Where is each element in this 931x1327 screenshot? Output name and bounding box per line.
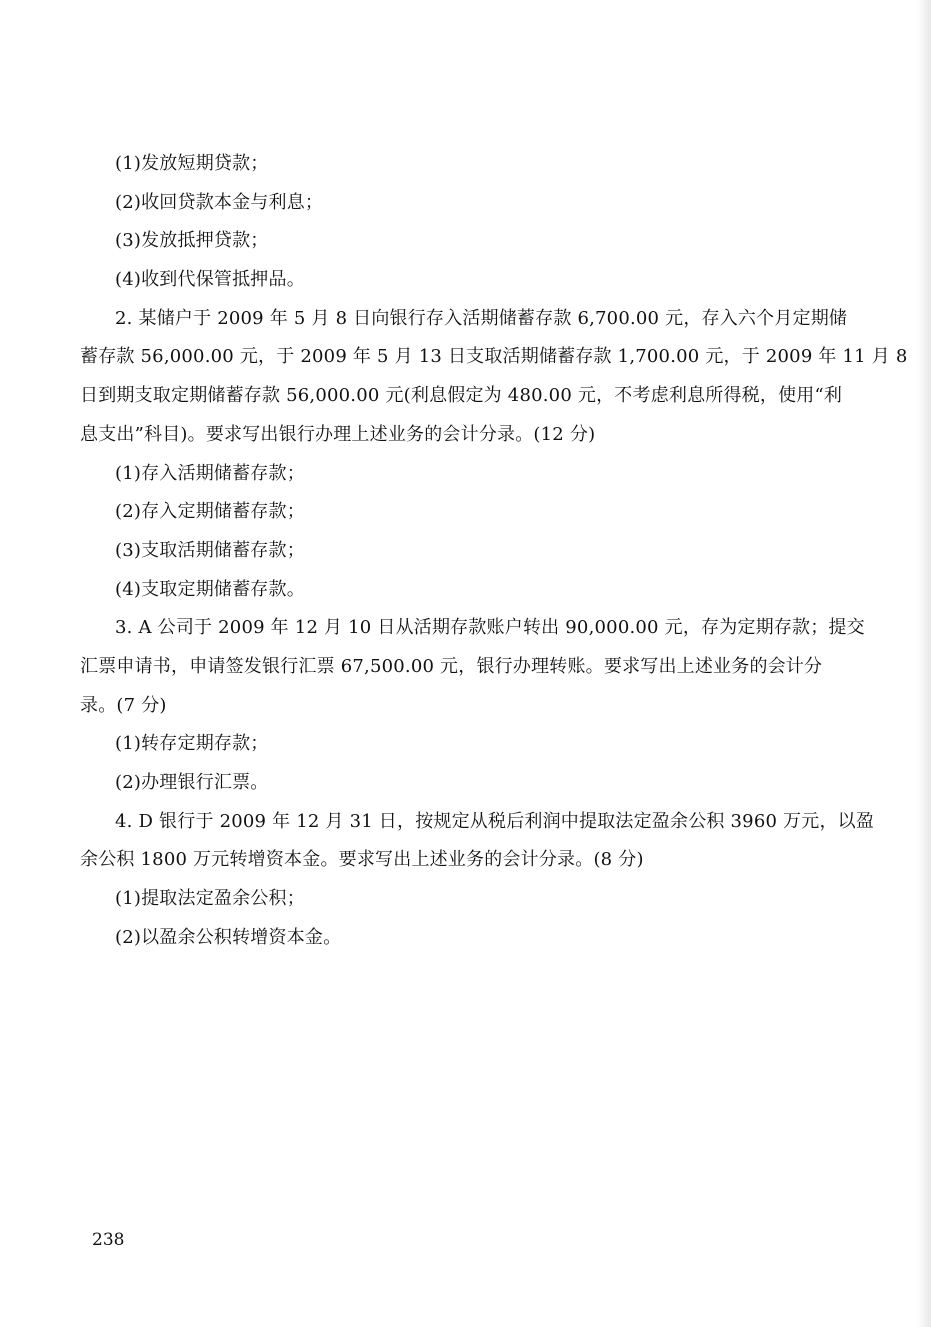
- q3-sub-item-2: (2)办理银行汇票。: [115, 772, 269, 793]
- q2-sub-item-1: (1)存入活期储蓄存款；: [115, 462, 305, 484]
- q3-text-line-2: 汇票申请书，申请签发银行汇票 67,500.00 元，银行办理转账。要求写出上述业务的会计分: [80, 655, 823, 677]
- q2-text-line-1: 2. 某储户于 2009 年 5 月 8 日向银行存入活期储蓄存款 6,700.00 元，存入六个月定期储: [115, 307, 848, 329]
- q3-sub-item-1: (1)转存定期存款；: [115, 733, 269, 755]
- q1-sub-item-3: (3)发放抵押贷款；: [115, 230, 269, 252]
- document-body: [80, 145, 908, 957]
- q3-text-line-1: 3. A 公司于 2009 年 12 月 10 日从活期存款账户转出 90,000.00 元，存为定期存款；提交: [115, 617, 865, 639]
- page-number: 238: [92, 1230, 125, 1250]
- q3-text-line-3: 录。(7 分): [80, 694, 167, 716]
- q4-text-line-1: 4. D 银行于 2009 年 12 月 31 日，按规定从税后利润中提取法定盈余公积 3960 万元，以盈: [115, 810, 875, 832]
- q2-text-line-2: 蓄存款 56,000.00 元，于 2009 年 5 月 13 日支取活期储蓄存款 1,700.00 元，于 2009 年 11 月 8: [80, 346, 908, 368]
- q2-text-line-4: 息支出”科目)。要求写出银行办理上述业务的会计分录。(12 分): [80, 423, 596, 445]
- q2-sub-item-2: (2)存入定期储蓄存款；: [115, 501, 305, 523]
- q2-text-line-3: 日到期支取定期储蓄存款 56,000.00 元(利息假定为 480.00 元，不考虑利息所得税，使用“利: [80, 385, 843, 407]
- q4-sub-item-1: (1)提取法定盈余公积；: [115, 888, 305, 910]
- q2-sub-item-4: (4)支取定期储蓄存款。: [115, 578, 305, 600]
- q1-sub-item-2: (2)收回贷款本金与利息；: [115, 191, 324, 213]
- q4-text-line-2: 余公积 1800 万元转增资本金。要求写出上述业务的会计分录。(8 分): [80, 849, 644, 871]
- q4-sub-item-2: (2)以盈余公积转增资本金。: [115, 926, 342, 948]
- page-edge-shadow: [917, 0, 931, 1327]
- q1-sub-item-1: (1)发放短期贷款；: [115, 153, 269, 174]
- q2-sub-item-3: (3)支取活期储蓄存款；: [115, 539, 305, 561]
- q1-sub-item-4: (4)收到代保管抵押品。: [115, 269, 305, 291]
